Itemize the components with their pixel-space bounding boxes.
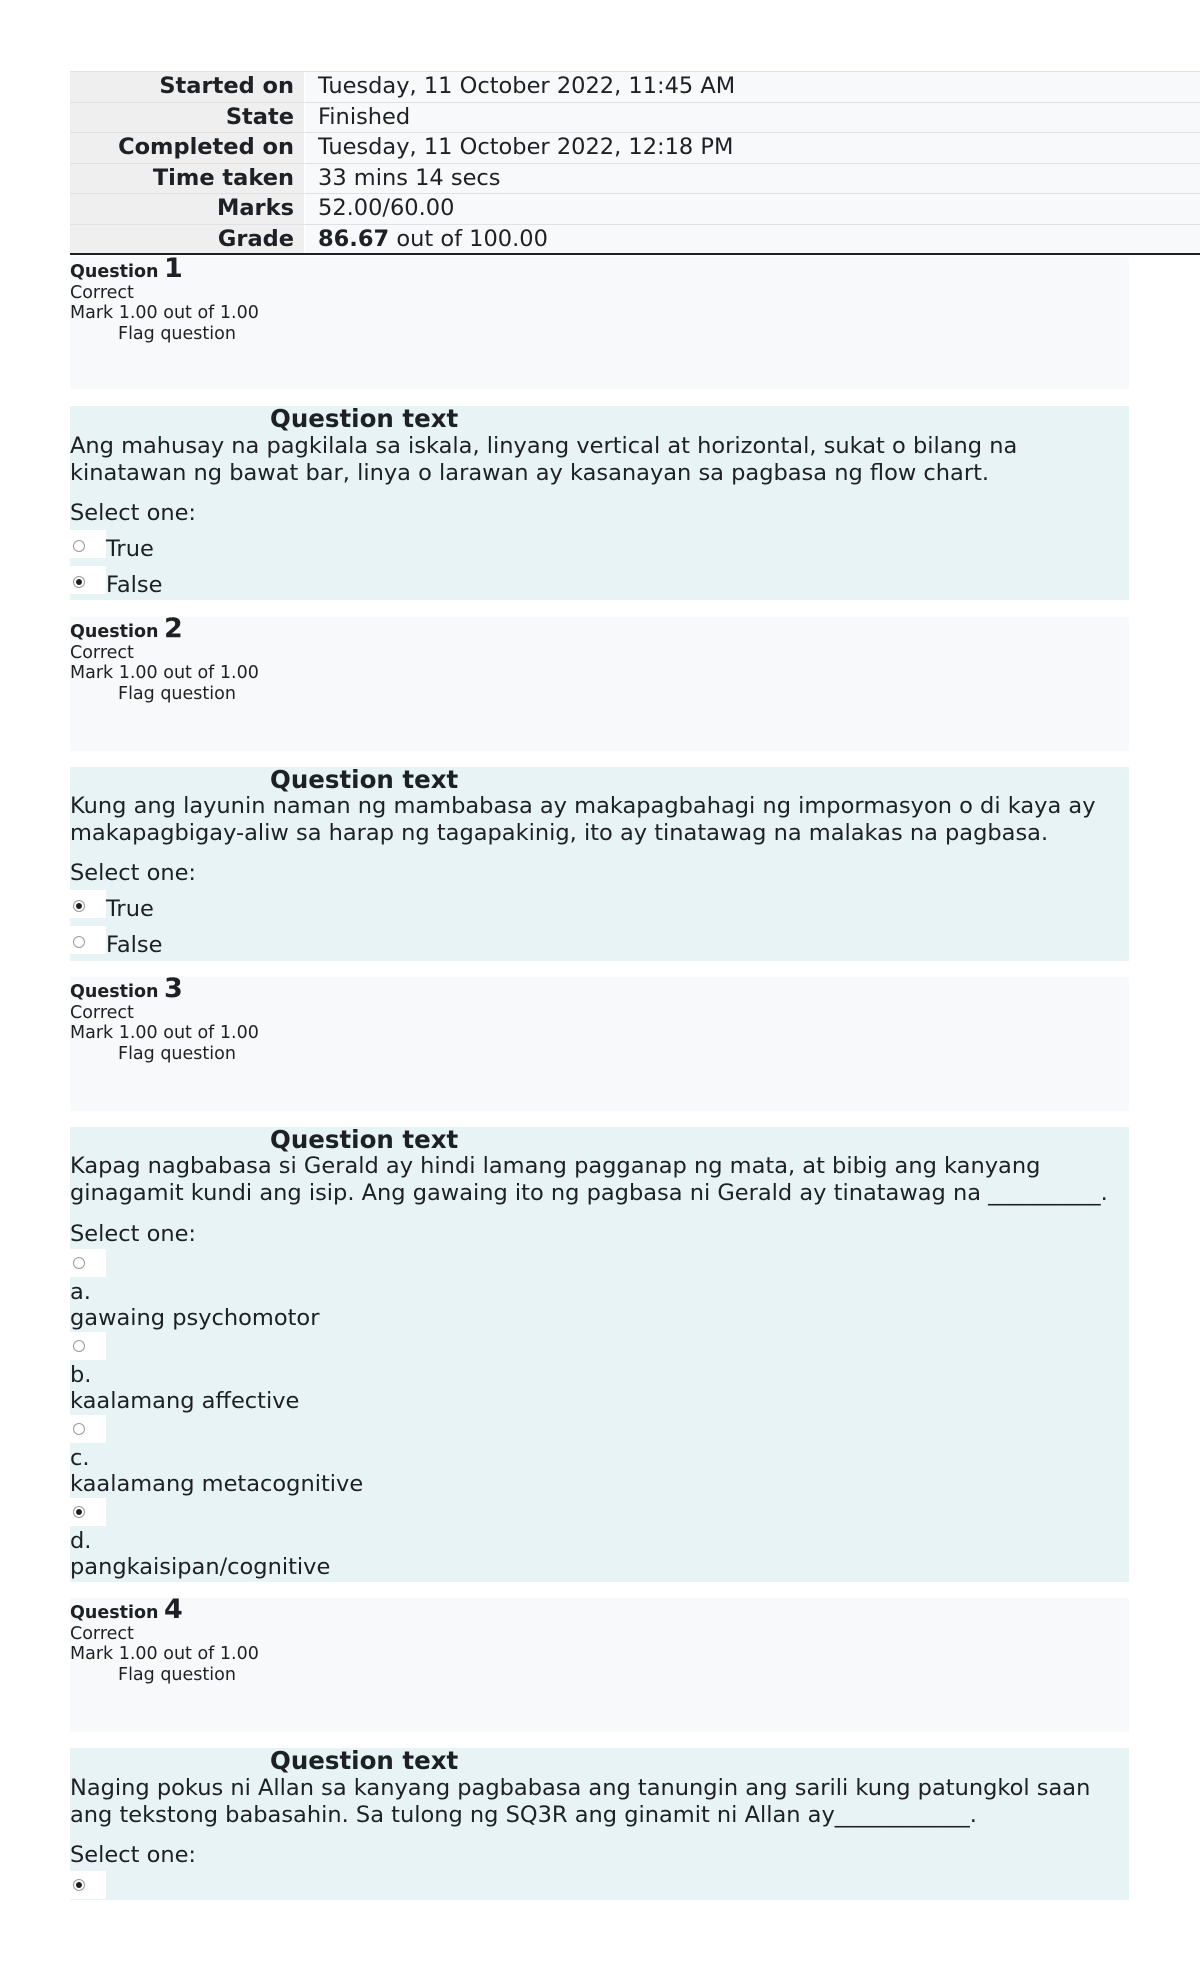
summary-row-state xyxy=(70,102,1200,133)
question-info-1 xyxy=(70,253,1129,389)
flag-question-link[interactable]: Flag question xyxy=(118,323,236,344)
summary-row-completed xyxy=(70,132,1200,163)
question-content-2 xyxy=(70,767,1129,961)
summary-label: Completed on xyxy=(70,133,304,163)
summary-value: Tuesday, 11 October 2022, 12:18 PM xyxy=(304,133,1200,163)
radio-button[interactable] xyxy=(73,540,85,552)
option-letter: d. xyxy=(70,1528,92,1554)
flag-question-link[interactable]: Flag question xyxy=(118,683,236,704)
question-info-2 xyxy=(70,613,1129,751)
question-number-value: 1 xyxy=(164,253,183,284)
radio-button[interactable] xyxy=(73,1879,85,1891)
select-one-label: Select one: xyxy=(70,1221,197,1247)
summary-value: Tuesday, 11 October 2022, 11:45 AM xyxy=(304,72,1200,102)
question-text-heading: Question text xyxy=(270,1746,459,1775)
question-text: Kung ang layunin naman ng mambabasa ay makapagbahagi ng impormasyon o di kaya ay makapagbigay-aliw sa harap ng tagapakinig, ito ay tinatawag na malakas na pagbasa. xyxy=(70,793,1096,846)
option-letter: a. xyxy=(70,1279,91,1305)
radio-button[interactable] xyxy=(73,1340,85,1352)
question-content-1 xyxy=(70,406,1129,600)
question-word: Question xyxy=(70,262,159,282)
answer-label[interactable]: pangkaisipan/cognitive xyxy=(70,1554,331,1580)
grade-score: 86.67 xyxy=(318,225,390,252)
answer-label[interactable]: kaalamang metacognitive xyxy=(70,1471,364,1497)
radio-button[interactable] xyxy=(73,900,85,912)
attempt-summary-table xyxy=(70,71,1200,255)
option-letter: b. xyxy=(70,1362,92,1388)
summary-label: Grade xyxy=(70,225,304,253)
summary-row-time-taken xyxy=(70,163,1200,194)
question-text-heading: Question text xyxy=(270,765,459,794)
question-text-heading: Question text xyxy=(270,1125,459,1154)
question-number-value: 4 xyxy=(164,1594,183,1625)
summary-label: Marks xyxy=(70,194,304,224)
question-content-3 xyxy=(70,1127,1129,1582)
question-text: Ang mahusay na pagkilala sa iskala, linyang vertical at horizontal, sukat o bilang na kinatawan ng bawat bar, linya o larawan ay kasanayan sa pagbasa ng flow chart. xyxy=(70,433,1018,486)
answer-label[interactable]: gawaing psychomotor xyxy=(70,1305,320,1331)
summary-value: 52.00/60.00 xyxy=(304,194,1200,224)
summary-label: State xyxy=(70,103,304,133)
radio-button[interactable] xyxy=(73,1506,85,1518)
radio-button[interactable] xyxy=(73,1423,85,1435)
summary-row-marks xyxy=(70,193,1200,224)
question-text: Naging pokus ni Allan sa kanyang pagbabasa ang tanungin ang sarili kung patungkol saan ang tekstong babasahin. Sa tulong ng SQ3R ang ginamit ni Allan ay____________. xyxy=(70,1775,1091,1828)
question-word: Question xyxy=(70,982,159,1002)
question-number-value: 2 xyxy=(164,613,183,644)
flag-question-link[interactable]: Flag question xyxy=(118,1043,236,1064)
question-mark: Mark 1.00 out of 1.00 xyxy=(70,303,259,323)
question-word: Question xyxy=(70,622,159,642)
summary-label: Started on xyxy=(70,72,304,102)
question-text-heading: Question text xyxy=(270,404,459,433)
radio-button[interactable] xyxy=(73,1257,85,1269)
question-status: Correct xyxy=(70,642,134,663)
summary-value: Finished xyxy=(304,103,1200,133)
grade-suffix: out of 100.00 xyxy=(389,225,548,252)
question-status: Correct xyxy=(70,1623,134,1644)
flag-question-link[interactable]: Flag question xyxy=(118,1664,236,1685)
answer-label: False xyxy=(106,932,163,958)
question-info-4 xyxy=(70,1594,1129,1732)
question-mark: Mark 1.00 out of 1.00 xyxy=(70,663,259,683)
summary-value: 33 mins 14 secs xyxy=(304,164,1200,194)
summary-row-grade xyxy=(70,224,1200,255)
radio-button[interactable] xyxy=(73,936,85,948)
answer-label[interactable]: kaalamang affective xyxy=(70,1388,300,1414)
summary-value xyxy=(304,225,1200,253)
answer-label: True xyxy=(106,536,154,562)
summary-label: Time taken xyxy=(70,164,304,194)
question-status: Correct xyxy=(70,1002,134,1023)
question-status: Correct xyxy=(70,282,134,303)
answer-label: False xyxy=(106,572,163,598)
question-mark: Mark 1.00 out of 1.00 xyxy=(70,1644,259,1664)
summary-row-started xyxy=(70,71,1200,102)
question-content-4 xyxy=(70,1748,1129,1900)
question-text: Kapag nagbabasa si Gerald ay hindi lamang pagganap ng mata, at bibig ang kanyang ginagamit kundi ang isip. Ang gawaing ito ng pagbasa ni Gerald ay tinatawag na __________. xyxy=(70,1153,1108,1206)
question-number-value: 3 xyxy=(164,973,183,1004)
radio-button[interactable] xyxy=(73,576,85,588)
question-word: Question xyxy=(70,1603,159,1623)
select-one-label: Select one: xyxy=(70,500,197,526)
question-number xyxy=(70,253,1129,284)
question-number xyxy=(70,973,1129,1004)
option-letter: c. xyxy=(70,1445,90,1471)
answer-label: True xyxy=(106,896,154,922)
select-one-label: Select one: xyxy=(70,1842,197,1868)
question-mark: Mark 1.00 out of 1.00 xyxy=(70,1023,259,1043)
question-number xyxy=(70,613,1129,644)
select-one-label: Select one: xyxy=(70,860,197,886)
question-number xyxy=(70,1594,1129,1625)
question-info-3 xyxy=(70,973,1129,1111)
